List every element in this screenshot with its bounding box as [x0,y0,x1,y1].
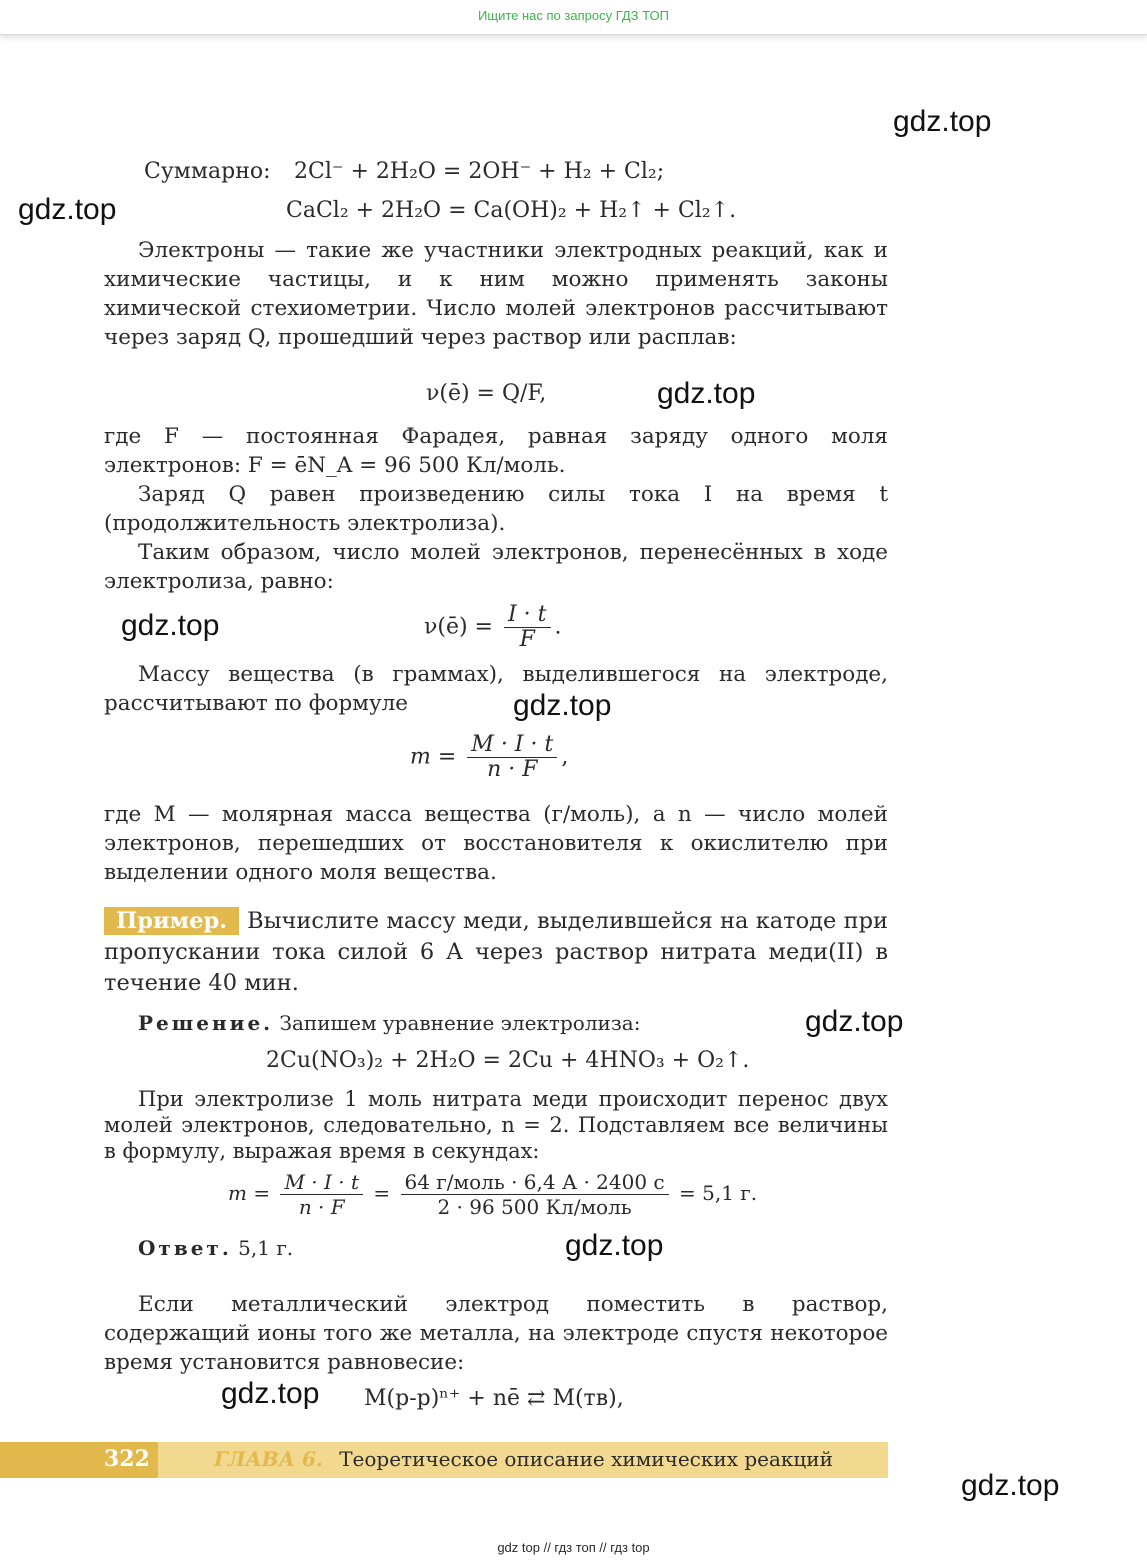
summary-label: Суммарно: [144,159,271,184]
formula-tail: . [554,614,562,640]
solution-text: Запишем уравнение электролиза: [279,1011,641,1035]
formula-lhs: ν(ē) = [424,614,493,640]
watermark: gdz.top [565,1229,664,1262]
formula-calculation [228,1170,757,1219]
watermark: gdz.top [121,609,220,642]
paragraph-moles: Таким образом, число молей электронов, перенесённых в ходе электролиза, равно: [104,540,888,594]
equals-sign: = [373,1181,391,1205]
formula-result: = 5,1 г. [679,1181,758,1205]
top-banner-text: Ищите нас по запросу ГДЗ ТОП [478,8,669,23]
watermark: gdz.top [513,689,612,722]
fraction [280,1170,363,1219]
fraction-denominator: F [519,627,535,652]
formula-charge: ν(ē) = Q/F, [426,381,547,406]
fraction [504,603,551,652]
paragraph-faraday: где F — постоянная Фарадея, равная заряду одного моля электронов: F = ēN_A = 96 500 Кл/моль. [104,424,888,478]
fraction [467,733,557,782]
fraction-numerator: M · I · t [280,1170,363,1195]
paragraph-electrons: Электроны — такие же участники электродных реакций, как и химические частицы, и к ним можно применять законы химической стехиометрии. Число молей электронов рассчитывают через заряд Q, прошедший через раствор или расплав: [104,238,888,350]
fraction-denominator: 2 · 96 500 Кл/моль [437,1195,632,1219]
footer-chapter [214,1447,833,1471]
fraction-numerator: 64 г/моль · 6,4 А · 2400 с [401,1170,669,1195]
formula-lhs: m = [410,744,457,770]
answer-value: 5,1 г. [238,1236,294,1260]
formula-moles [424,603,562,652]
watermark: gdz.top [893,105,992,138]
example-badge: Пример. [104,907,239,935]
page-footer [0,1442,888,1478]
solution-label: Решение. [138,1011,274,1035]
fraction-numerator: M · I · t [467,733,557,758]
answer-label: Ответ. [138,1236,232,1260]
chapter-label: ГЛАВА 6. [214,1447,323,1471]
answer-line [138,1234,293,1262]
watermark: gdz.top [961,1469,1060,1502]
paragraph-mass: Массу вещества (в граммах), выделившегося на электроде, рассчитывают по формуле [104,662,888,716]
fraction-denominator: n · F [487,757,538,782]
watermark: gdz.top [221,1377,320,1410]
summary-equation-2: CaCl₂ + 2H₂O = Ca(OH)₂ + H₂↑ + Cl₂↑. [286,198,737,223]
watermark: gdz.top [18,193,117,226]
fraction-numerator: I · t [504,603,551,628]
formula-lhs: m = [228,1181,271,1205]
chapter-title: Теоретическое описание химических реакций [339,1447,833,1471]
summary-equation-1: 2Cl⁻ + 2H₂O = 2OH⁻ + H₂ + Cl₂; [294,159,665,184]
formula-tail: , [561,744,569,770]
paragraph-molar-mass: где M — молярная масса вещества (г/моль), а n — число молей электронов, перешедших от восстановителя к окислителю при выделении одного моля вещества. [104,802,888,885]
paragraph-equilibrium: Если металлический электрод поместить в раствор, содержащий ионы того же металла, на электроде спустя некоторое время установится равновесие: [104,1292,888,1375]
bottom-links: gdz top // гдз топ // гдз top [497,1540,650,1555]
watermark: gdz.top [657,377,756,410]
formula-equilibrium: M(р-р)ⁿ⁺ + nē ⇄ M(тв), [364,1386,624,1411]
formula-mass [410,733,568,782]
fraction [401,1170,669,1219]
watermark: gdz.top [805,1005,904,1038]
example-block [104,906,888,999]
solution-line [138,1009,640,1037]
example-text: Вычислите массу меди, выделившейся на катоде при пропускании тока силой 6 А через раствор нитрата меди(II) в течение 40 мин. [104,908,888,996]
page-number: 322 [104,1446,150,1472]
solution-equation: 2Cu(NO₃)₂ + 2H₂O = 2Cu + 4HNO₃ + O₂↑. [266,1048,750,1073]
top-banner [0,0,1147,35]
paragraph-charge: Заряд Q равен произведению силы тока I на время t (продолжительность электролиза). [104,482,888,536]
paragraph-electrolysis: При электролизе 1 моль нитрата меди происходит перенос двух молей электронов, следовательно, n = 2. Подставляем все величины в формулу, выражая время в секундах: [104,1087,888,1163]
fraction-denominator: n · F [298,1195,345,1219]
